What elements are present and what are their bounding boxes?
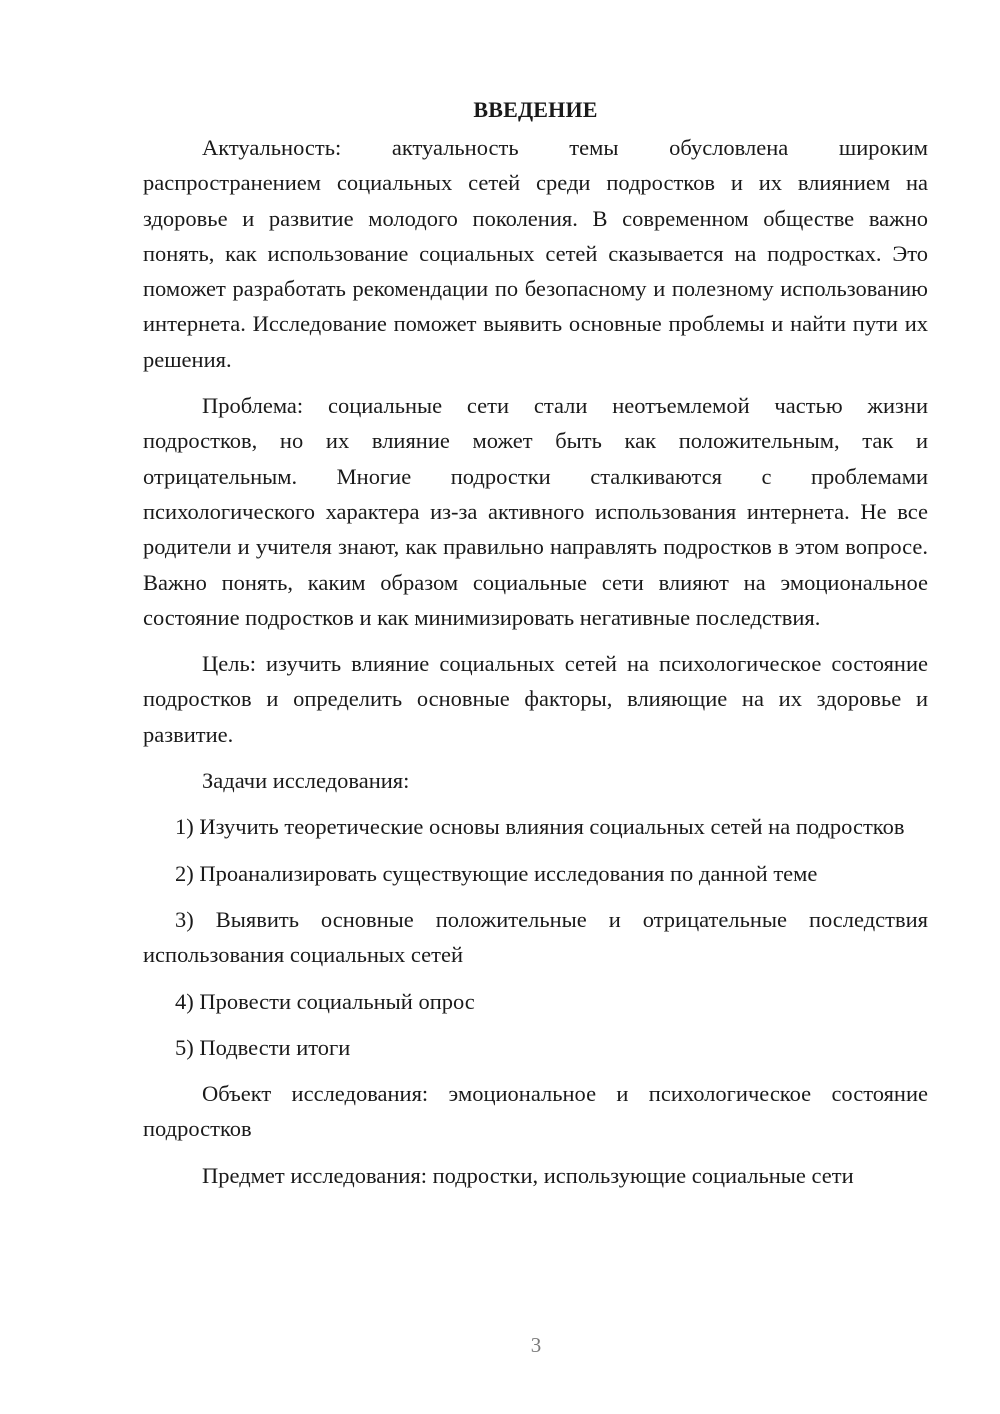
task-item-2: 2) Проанализировать существующие исследования по данной теме — [175, 860, 818, 886]
page-title: ВВЕДЕНИЕ — [473, 97, 598, 122]
task-item-4: 4) Провести социальный опрос — [175, 988, 475, 1014]
tasks-heading: Задачи исследования: — [202, 768, 410, 794]
paragraph-subject: Предмет исследования: подростки, использующие социальные сети — [202, 1162, 854, 1188]
task-item-1: 1) Изучить теоретические основы влияния социальных сетей на подростков — [175, 814, 905, 840]
page-number: 3 — [530, 1333, 542, 1357]
paragraph-problem: Проблема: социальные сети стали неотъемлемой частью жизни подростков, но их влияние может быть как положительным, так и отрицательным. Многие подростки сталкиваются с проблемами психологического характера из-за активного использования интернета. Не все родители и учителя знают, как правильно направлять подростков в этом вопросе. Важно понять, каким образом социальные сети влияют на эмоциональное состояние подростков и как минимизировать негативные последствия. — [143, 393, 928, 630]
paragraph-relevance: Актуальность: актуальность темы обусловлена широким распространением социальных сетей среди подростков и их влиянием на здоровье и развитие молодого поколения. В современном обществе важно понять, как использование социальных сетей сказывается на подростках. Это поможет разработать рекомендации по безопасному и полезному использованию интернета. Исследование поможет выявить основные проблемы и найти пути их решения. — [143, 135, 928, 372]
document-page — [143, 92, 928, 1204]
task-item-3: 3) Выявить основные положительные и отрицательные последствия использования социальных сетей — [143, 906, 928, 968]
paragraph-goal: Цель: изучить влияние социальных сетей на психологическое состояние подростков и определить основные факторы, влияющие на их здоровье и развитие. — [143, 651, 928, 747]
task-item-5: 5) Подвести итоги — [175, 1034, 351, 1060]
paragraph-object: Объект исследования: эмоциональное и психологическое состояние подростков — [143, 1081, 928, 1142]
